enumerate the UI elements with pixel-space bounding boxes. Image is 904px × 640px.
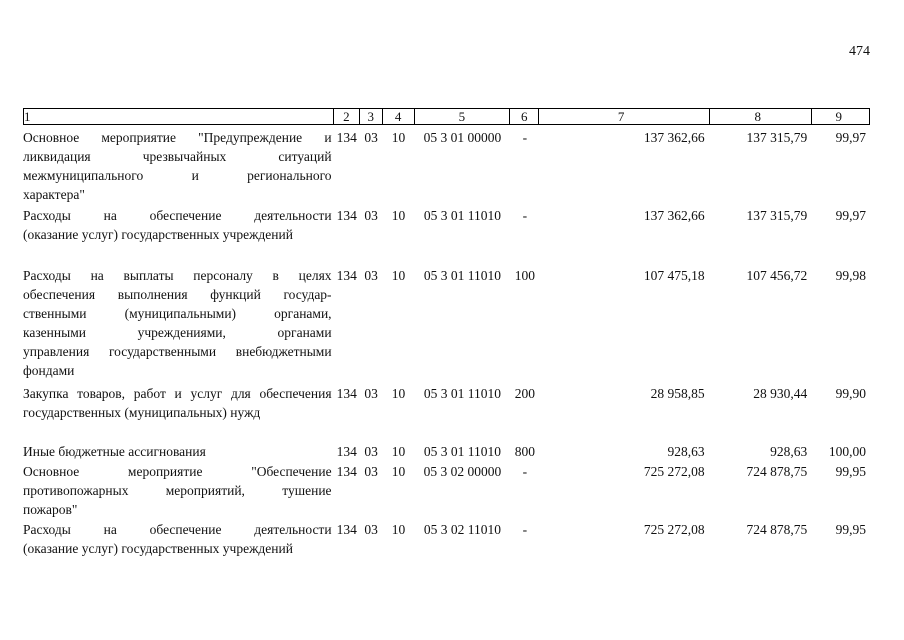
item-name-line: управления государственными внебюджетными — [23, 344, 332, 359]
table-row — [23, 520, 870, 558]
item-name-line: Расходы на выплаты персоналу в целях — [23, 268, 332, 283]
expense-type-cell: - — [522, 464, 528, 479]
header-col-3: 3 — [360, 109, 382, 124]
target-article-cell: 05 3 02 00000 — [423, 464, 502, 479]
plan-cell: 137 362,66 — [643, 208, 705, 223]
header-col-2: 2 — [334, 109, 360, 124]
subsection-cell: 10 — [391, 208, 406, 223]
table-row — [23, 442, 870, 461]
section-cell: 03 — [364, 444, 378, 459]
header-col-6: 6 — [510, 109, 539, 124]
fact-cell: 724 878,75 — [746, 464, 808, 479]
table-row — [23, 462, 870, 519]
header-col-8: 8 — [710, 109, 812, 124]
target-article-cell: 05 3 02 11010 — [423, 522, 501, 537]
expense-type-cell: - — [522, 130, 528, 145]
percent-cell: 99,95 — [835, 464, 866, 479]
section-cell: 03 — [364, 208, 378, 223]
expense-type-cell: 800 — [514, 444, 536, 459]
target-article-cell: 05 3 01 11010 — [423, 386, 501, 401]
plan-cell: 725 272,08 — [643, 464, 705, 479]
fact-cell: 137 315,79 — [746, 208, 808, 223]
grbs-cell: 134 — [336, 464, 357, 479]
item-name-cell — [23, 384, 334, 422]
subsection-cell: 10 — [391, 386, 406, 401]
expense-type-cell: - — [522, 522, 528, 537]
grbs-cell: 134 — [336, 208, 357, 223]
percent-cell: 99,98 — [835, 268, 866, 283]
item-name-cell — [23, 266, 334, 380]
item-name-cell — [23, 462, 334, 519]
section-cell: 03 — [364, 130, 378, 145]
plan-cell: 928,63 — [667, 444, 705, 459]
grbs-cell: 134 — [336, 444, 357, 459]
grbs-cell: 134 — [336, 522, 357, 537]
item-name-line: (оказание услуг) государственных учреждений — [23, 227, 293, 242]
item-name-line: Расходы на обеспечение деятельности — [23, 522, 332, 537]
item-name-line: фондами — [23, 363, 75, 378]
grbs-cell: 134 — [336, 386, 357, 401]
fact-cell: 28 930,44 — [753, 386, 808, 401]
target-article-cell: 05 3 01 11010 — [423, 208, 501, 223]
fact-cell: 107 456,72 — [746, 268, 808, 283]
item-name-line: обеспечения выполнения функций государ- — [23, 287, 332, 302]
grbs-cell: 134 — [336, 130, 357, 145]
item-name-line: Основное мероприятие "Предупреждение и — [23, 130, 332, 145]
fact-cell: 928,63 — [770, 444, 808, 459]
table-row — [23, 206, 870, 244]
target-article-cell: 05 3 01 00000 — [423, 130, 502, 145]
plan-cell: 28 958,85 — [650, 386, 705, 401]
section-cell: 03 — [364, 464, 378, 479]
header-col-1: 1 — [24, 109, 334, 124]
item-name-cell — [23, 206, 334, 244]
target-article-cell: 05 3 01 11010 — [423, 268, 501, 283]
section-cell: 03 — [364, 522, 378, 537]
item-name-line: пожаров" — [23, 502, 78, 517]
item-name-cell — [23, 442, 334, 461]
fact-cell: 137 315,79 — [746, 130, 808, 145]
grbs-cell: 134 — [336, 268, 357, 283]
plan-cell: 137 362,66 — [643, 130, 705, 145]
table-row — [23, 128, 870, 204]
percent-cell: 99,97 — [835, 130, 866, 145]
table-row — [23, 266, 870, 380]
header-col-9: 9 — [835, 109, 842, 124]
item-name-cell — [23, 520, 334, 558]
table-row — [23, 384, 870, 422]
expense-type-cell: 100 — [514, 268, 536, 283]
table-header — [23, 108, 870, 125]
expense-type-cell: - — [522, 208, 528, 223]
page-number: 474 — [849, 44, 870, 59]
item-name-line: Основное мероприятие "Обеспечение — [23, 464, 332, 479]
section-cell: 03 — [364, 268, 378, 283]
item-name-line: противопожарных мероприятий, тушение — [23, 483, 332, 498]
fact-cell: 724 878,75 — [746, 522, 808, 537]
subsection-cell: 10 — [391, 464, 406, 479]
plan-cell: 107 475,18 — [643, 268, 705, 283]
item-name-cell — [23, 128, 334, 204]
plan-cell: 725 272,08 — [643, 522, 705, 537]
item-name-line: (оказание услуг) государственных учреждений — [23, 541, 293, 556]
percent-cell: 99,97 — [835, 208, 866, 223]
item-name-line: характера" — [23, 187, 85, 202]
percent-cell: 99,95 — [835, 522, 866, 537]
item-name-line: Расходы на обеспечение деятельности — [23, 208, 332, 223]
header-col-4: 4 — [383, 109, 415, 124]
percent-cell: 99,90 — [835, 386, 866, 401]
item-name-line: ликвидация чрезвычайных ситуаций — [23, 149, 332, 164]
header-col-7: 7 — [539, 109, 710, 124]
section-cell: 03 — [364, 386, 378, 401]
percent-cell: 100,00 — [828, 444, 866, 459]
item-name-line: ственными (муниципальными) органами, — [23, 306, 332, 321]
item-name-line: Закупка товаров, работ и услуг для обеспечения — [23, 386, 332, 401]
expense-type-cell: 200 — [514, 386, 536, 401]
subsection-cell: 10 — [391, 444, 406, 459]
target-article-cell: 05 3 01 11010 — [423, 444, 501, 459]
item-name-line: государственных (муниципальных) нужд — [23, 405, 261, 420]
item-name-line: Иные бюджетные ассигнования — [23, 444, 206, 459]
item-name-line: казенными учреждениями, органами — [23, 325, 332, 340]
header-col-5: 5 — [415, 109, 510, 124]
subsection-cell: 10 — [391, 268, 406, 283]
subsection-cell: 10 — [391, 130, 406, 145]
subsection-cell: 10 — [391, 522, 406, 537]
item-name-line: межмуниципального и регионального — [23, 168, 332, 183]
